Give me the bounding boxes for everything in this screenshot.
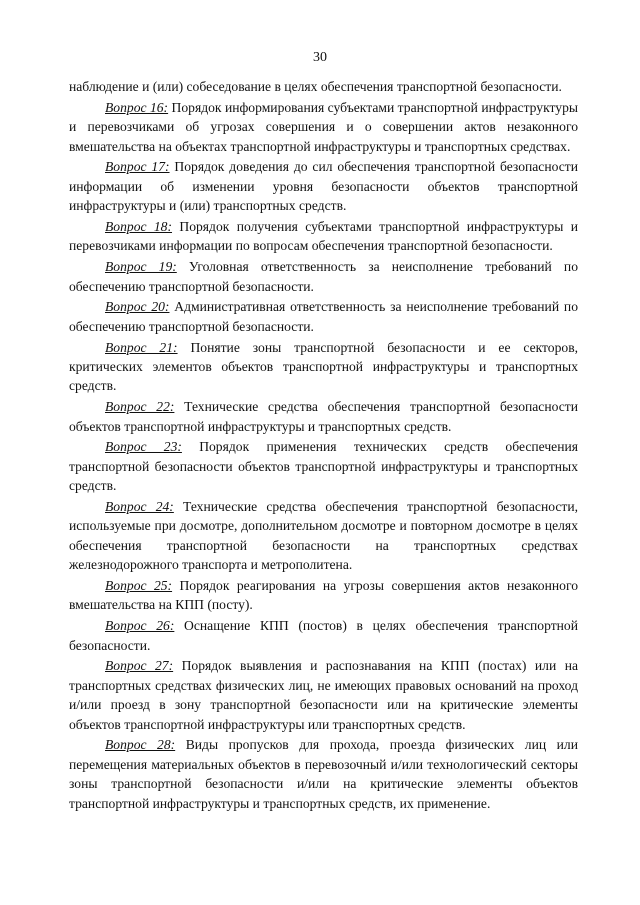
question-text: Технические средства обеспечения транспортной безопасности объектов транспортной инфраструктуры и транспортных средств. xyxy=(69,399,579,434)
question-25 xyxy=(69,576,578,615)
question-label: Вопрос 18: xyxy=(105,219,173,235)
question-text: Виды пропусков для прохода, проезда физических лиц или перемещения материальных объектов в перевозочный и/или технологический секторы зоны транспортной безопасности и/или на критические элементы объектов транспортной инфраструктуры и транспортных средств, их применение. xyxy=(69,737,578,811)
question-27 xyxy=(69,656,578,734)
question-21 xyxy=(69,338,578,396)
question-text: Порядок реагирования на угрозы совершения актов незаконного вмешательства на КПП (посту). xyxy=(69,578,578,613)
question-19 xyxy=(69,257,578,296)
question-label: Вопрос 24: xyxy=(105,499,174,515)
question-24 xyxy=(69,497,578,575)
question-label: Вопрос 26: xyxy=(105,618,175,634)
question-26 xyxy=(69,616,578,655)
question-label: Вопрос 20: xyxy=(105,299,170,315)
page-number: 30 xyxy=(313,50,327,65)
question-label: Вопрос 16: xyxy=(105,99,169,115)
question-28 xyxy=(69,735,578,813)
question-label: Вопрос 19: xyxy=(105,259,177,275)
question-label: Вопрос 22: xyxy=(105,399,175,415)
question-label: Вопрос 25: xyxy=(105,578,173,594)
intro-paragraph: наблюдение и (или) собеседование в целях обеспечения транспортной безопасности. xyxy=(69,79,562,94)
question-label: Вопрос 27: xyxy=(105,658,174,674)
question-text: Порядок применения технических средств обеспечения транспортной безопасности объектов транспортной инфраструктуры и транспортных средств. xyxy=(69,439,578,494)
question-text: Технические средства обеспечения транспортной безопасности, используемые при досмотре, дополнительном досмотре и повторном досмотре в целях обеспечения транспортной безопасности на транспортных средствах железнодорожного транспорта и метрополитена. xyxy=(69,499,578,573)
question-text: Уголовная ответственность за неисполнение требований по обеспечению транспортной безопасности. xyxy=(69,259,579,294)
question-text: Понятие зоны транспортной безопасности и ее секторов, критических элементов объектов транспортной инфраструктуры и транспортных средств. xyxy=(69,339,579,394)
question-label: Вопрос 17: xyxy=(105,159,170,175)
question-label: Вопрос 21: xyxy=(105,339,178,355)
question-text: Оснащение КПП (постов) в целях обеспечения транспортной безопасности. xyxy=(69,618,578,653)
question-label: Вопрос 28: xyxy=(105,737,176,753)
question-16 xyxy=(69,98,578,156)
question-23 xyxy=(69,437,578,495)
document-body xyxy=(69,77,578,815)
question-22 xyxy=(69,397,578,436)
question-text: Административная ответственность за неисполнение требований по обеспечению транспортной безопасности. xyxy=(69,299,578,334)
question-20 xyxy=(69,297,578,336)
question-17 xyxy=(69,157,578,215)
question-label: Вопрос 23: xyxy=(105,439,182,455)
question-text: Порядок доведения до сил обеспечения транспортной безопасности информации об изменении уровня безопасности объектов транспортной инфраструктуры и (или) транспортных средств. xyxy=(69,159,578,214)
question-18 xyxy=(69,217,578,256)
question-text: Порядок информирования субъектами транспортной инфраструктуры и перевозчиками об угрозах совершения и о совершении актов незаконного вмешательства на объектах транспортной инфраструктуры и транспортных средствах. xyxy=(69,99,578,154)
question-text: Порядок выявления и распознавания на КПП (постах) или на транспортных средствах физических лиц, не имеющих правовых оснований на проход и/или проезд в зону транспортной безопасности или на критические элементы объектов транспортной инфраструктуры или транспортных средств. xyxy=(69,658,579,732)
question-text: Порядок получения субъектами транспортной инфраструктуры и перевозчиками информации по вопросам обеспечения транспортной безопасности. xyxy=(69,219,578,254)
